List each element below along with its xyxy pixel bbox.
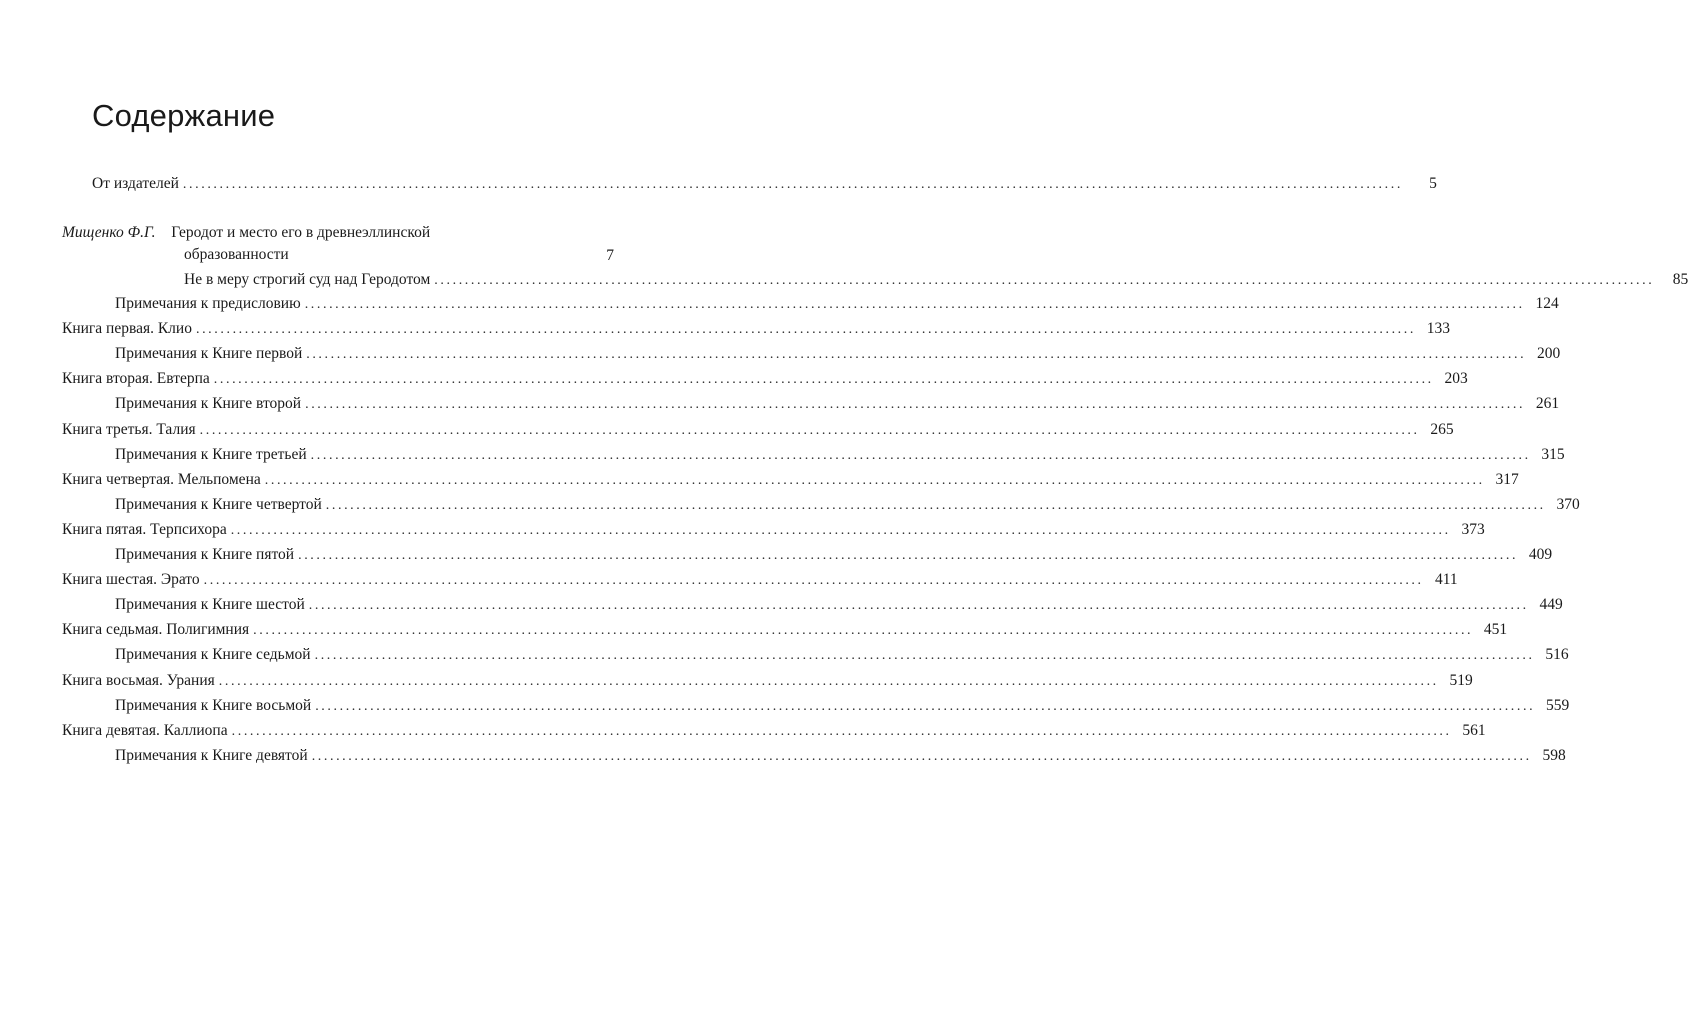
toc-entry-notes bbox=[115, 344, 1561, 365]
toc-entry-label: Книга восьмая. Урания bbox=[62, 672, 215, 689]
toc-entry-page: 203 bbox=[1444, 370, 1468, 387]
leader-dots: ........................................................................................................................................................................................................ bbox=[199, 423, 1420, 438]
toc-entry-page: 5 bbox=[1429, 175, 1437, 192]
toc-entry-page: 317 bbox=[1495, 471, 1519, 488]
toc-entry-notes bbox=[115, 545, 1553, 566]
toc-entry-page: 7 bbox=[606, 247, 614, 264]
toc-entry-label: Примечания к Книге шестой bbox=[115, 596, 305, 613]
toc-entry-label: Примечания к предисловию bbox=[115, 295, 301, 312]
page-title: Содержание bbox=[92, 98, 276, 133]
toc-entry-book bbox=[62, 721, 1486, 742]
toc-entry-notes bbox=[115, 696, 1570, 717]
leader-dots: ........................................................................................................................................................................................................ bbox=[325, 498, 1546, 513]
toc-entry-label: Книга третья. Талия bbox=[62, 421, 196, 438]
toc-entry-label: Примечания к Книге пятой bbox=[115, 546, 295, 563]
toc-entry-book bbox=[62, 570, 1458, 591]
toc-entry-label: Примечания к Книге восьмой bbox=[115, 697, 312, 714]
toc-entry-label: Геродот и место его в древнеэллинской bbox=[171, 224, 431, 241]
toc-entry-page: 261 bbox=[1535, 395, 1560, 412]
toc-entry-label: Книга вторая. Евтерпа bbox=[62, 370, 210, 387]
leader-dots: ........................................................................................................................................................................................................ bbox=[230, 523, 1451, 538]
toc-entry-essay1-line1 bbox=[62, 223, 430, 243]
leader-dots: ........................................................................................................................................................................................................ bbox=[203, 573, 1424, 588]
toc-author: Мищенко Ф.Г. bbox=[62, 224, 156, 241]
toc-entry-essay1-page bbox=[184, 246, 614, 266]
toc-entry-page: 519 bbox=[1449, 672, 1473, 689]
leader-dots: ........................................................................................................................................................................................................ bbox=[195, 322, 1416, 337]
toc-entry-label: От издателей bbox=[92, 175, 179, 192]
toc-entry-book bbox=[62, 369, 1468, 390]
toc-entry-label: Примечания к Книге первой bbox=[115, 345, 303, 362]
toc-entry-essay2 bbox=[184, 270, 1688, 291]
toc-entry-notes bbox=[115, 445, 1565, 466]
toc-entry-page: 315 bbox=[1541, 446, 1565, 463]
leader-dots: ........................................................................................................................................................................................................ bbox=[218, 674, 1439, 689]
leader-dots: ........................................................................................................................................................................................................ bbox=[298, 548, 1519, 563]
toc-entry-label: Примечания к Книге седьмой bbox=[115, 646, 311, 663]
toc-entry-notes bbox=[115, 294, 1559, 315]
toc-entry-label: Примечания к Книге девятой bbox=[115, 747, 308, 764]
leader-dots: ........................................................................................................................................................................................................ bbox=[315, 699, 1536, 714]
toc-entry-label: Примечания к Книге третьей bbox=[115, 446, 307, 463]
leader-dots: ........................................................................................................................................................................................................ bbox=[213, 372, 1434, 387]
toc-entry-label: Книга девятая. Каллиопа bbox=[62, 722, 228, 739]
toc-entry-page: 85 bbox=[1672, 271, 1688, 288]
leader-dots: ........................................................................................................................................................................................................ bbox=[253, 623, 1474, 638]
toc-entry-page: 559 bbox=[1545, 697, 1570, 714]
toc-entry-book bbox=[62, 420, 1454, 441]
toc-entry-page: 516 bbox=[1545, 646, 1569, 663]
toc-entry-page: 133 bbox=[1426, 320, 1450, 337]
toc-entry-label: Не в меру строгий суд над Геродотом bbox=[184, 271, 431, 288]
leader-dots: ........................................................................................................................................................................................................ bbox=[182, 177, 1403, 192]
toc-entry-book bbox=[62, 671, 1473, 692]
leader-dots: ........................................................................................................................................................................................................ bbox=[308, 598, 1529, 613]
toc-entry-label: Книга пятая. Терпсихора bbox=[62, 521, 227, 538]
toc-entry-label: Примечания к Книге второй bbox=[115, 395, 302, 412]
toc-entry-book bbox=[62, 319, 1450, 340]
toc-entry-label: Книга седьмая. Полигимния bbox=[62, 621, 250, 638]
toc-entry-page: 124 bbox=[1535, 295, 1559, 312]
leader-dots: ........................................................................................................................................................................................................ bbox=[311, 749, 1532, 764]
toc-entry-notes bbox=[115, 746, 1566, 767]
toc-entry-book bbox=[62, 620, 1508, 641]
toc-entry-page: 200 bbox=[1536, 345, 1561, 362]
toc-entry-book bbox=[62, 520, 1485, 541]
toc-entry-notes bbox=[115, 394, 1560, 415]
toc-entry-notes bbox=[115, 595, 1563, 616]
toc-entry-label: Книга шестая. Эрато bbox=[62, 571, 200, 588]
toc-entry-page: 409 bbox=[1528, 546, 1553, 563]
toc-entry-notes bbox=[115, 645, 1569, 666]
leader-dots: ........................................................................................................................................................................................................ bbox=[305, 397, 1526, 412]
toc-entry-label: Книга первая. Клио bbox=[62, 320, 192, 337]
toc-entry-page: 561 bbox=[1462, 722, 1486, 739]
leader-dots: ........................................................................................................................................................................................................ bbox=[434, 273, 1655, 288]
toc-entry-page: 265 bbox=[1430, 421, 1454, 438]
leader-dots: ........................................................................................................................................................................................................ bbox=[231, 724, 1452, 739]
toc-entry-page: 451 bbox=[1483, 621, 1508, 638]
leader-dots: ........................................................................................................................................................................................................ bbox=[310, 448, 1531, 463]
toc-entry-page: 411 bbox=[1434, 571, 1458, 588]
toc-entry-page: 449 bbox=[1539, 596, 1563, 613]
toc-entry-notes bbox=[115, 495, 1580, 516]
toc-entry-publishers bbox=[92, 174, 1437, 195]
toc-entry-label: Книга четвертая. Мельпомена bbox=[62, 471, 261, 488]
toc-entry-book bbox=[62, 470, 1519, 491]
leader-dots: ........................................................................................................................................................................................................ bbox=[306, 347, 1527, 362]
toc-entry-page: 373 bbox=[1461, 521, 1485, 538]
toc-entry-label: Примечания к Книге четвертой bbox=[115, 496, 322, 513]
leader-dots: ........................................................................................................................................................................................................ bbox=[314, 648, 1535, 663]
toc-entry-page: 370 bbox=[1556, 496, 1580, 513]
leader-dots: ........................................................................................................................................................................................................ bbox=[304, 297, 1525, 312]
toc-entry-page: 598 bbox=[1542, 747, 1566, 764]
leader-dots: ........................................................................................................................................................................................................ bbox=[264, 473, 1485, 488]
toc-entry-label: образованности bbox=[184, 246, 289, 263]
